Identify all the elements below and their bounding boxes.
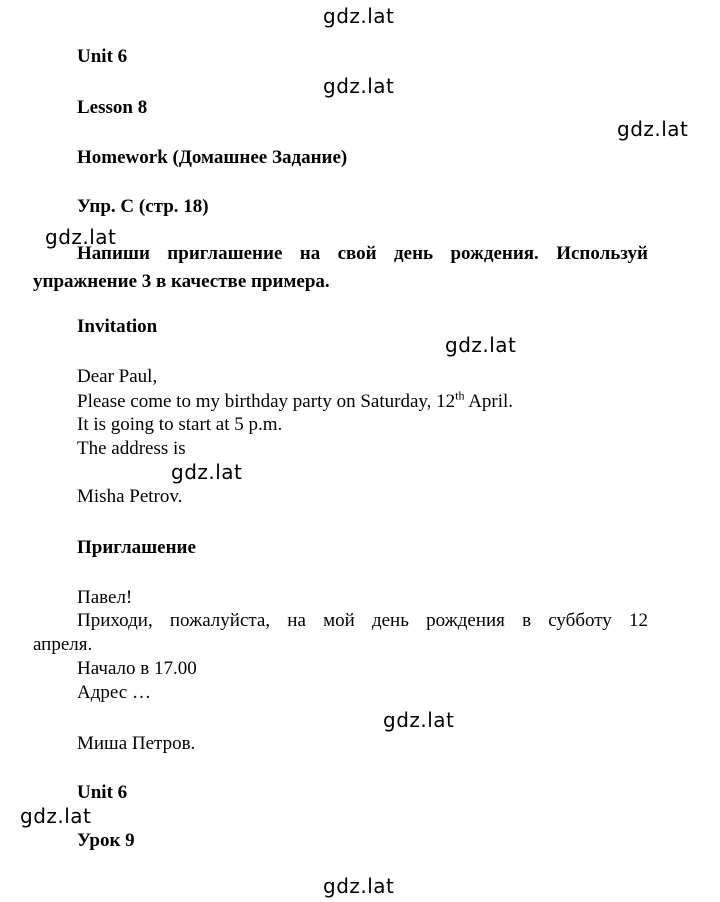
invitation-ru-line2: Начало в 17.00 [77, 658, 197, 679]
invitation-ru-line1-continued: апреля. [33, 634, 93, 655]
watermark: gdz.lat [617, 117, 689, 141]
watermark: gdz.lat [323, 74, 395, 98]
watermark: gdz.lat [171, 460, 243, 484]
invitation-ru-signature: Миша Петров. [77, 733, 196, 754]
watermark: gdz.lat [445, 333, 517, 357]
invitation-ru-line1: Приходи, пожалуйста, на мой день рождения в субботу 12 [77, 610, 648, 631]
task-instruction-line1: Напиши приглашение на свой день рождения. Используй [77, 243, 648, 264]
invitation-en-line1-text: Please come to my birthday party on Saturday, 12 [77, 391, 456, 412]
invitation-en-greeting: Dear Paul, [77, 366, 158, 387]
invitation-en-line2: It is going to start at 5 p.m. [77, 414, 283, 435]
watermark: gdz.lat [20, 804, 92, 828]
invitation-ru-heading: Приглашение [77, 537, 196, 558]
homework-heading: Homework (Домашнее Задание) [77, 147, 348, 168]
watermark: gdz.lat [323, 4, 395, 28]
invitation-en-signature: Misha Petrov. [77, 486, 183, 507]
invitation-ru-greeting: Павел! [77, 587, 133, 608]
invitation-en-line3: The address is [77, 438, 186, 459]
watermark: gdz.lat [323, 874, 395, 898]
invitation-ru-line3: Адрес … [77, 682, 151, 703]
task-instruction-line2: упражнение 3 в качестве примера. [33, 271, 330, 292]
lesson-heading: Lesson 8 [77, 97, 148, 118]
invitation-en-line1 [77, 388, 514, 413]
next-unit-heading: Unit 6 [77, 782, 128, 803]
watermark: gdz.lat [45, 225, 117, 249]
watermark: gdz.lat [383, 708, 455, 732]
unit-heading: Unit 6 [77, 46, 128, 67]
exercise-reference: Упр. С (стр. 18) [77, 196, 209, 217]
invitation-en-heading: Invitation [77, 316, 158, 337]
invitation-en-line1-month: April. [464, 391, 514, 412]
ordinal-suffix: th [455, 388, 465, 403]
next-lesson-heading: Урок 9 [77, 830, 135, 851]
